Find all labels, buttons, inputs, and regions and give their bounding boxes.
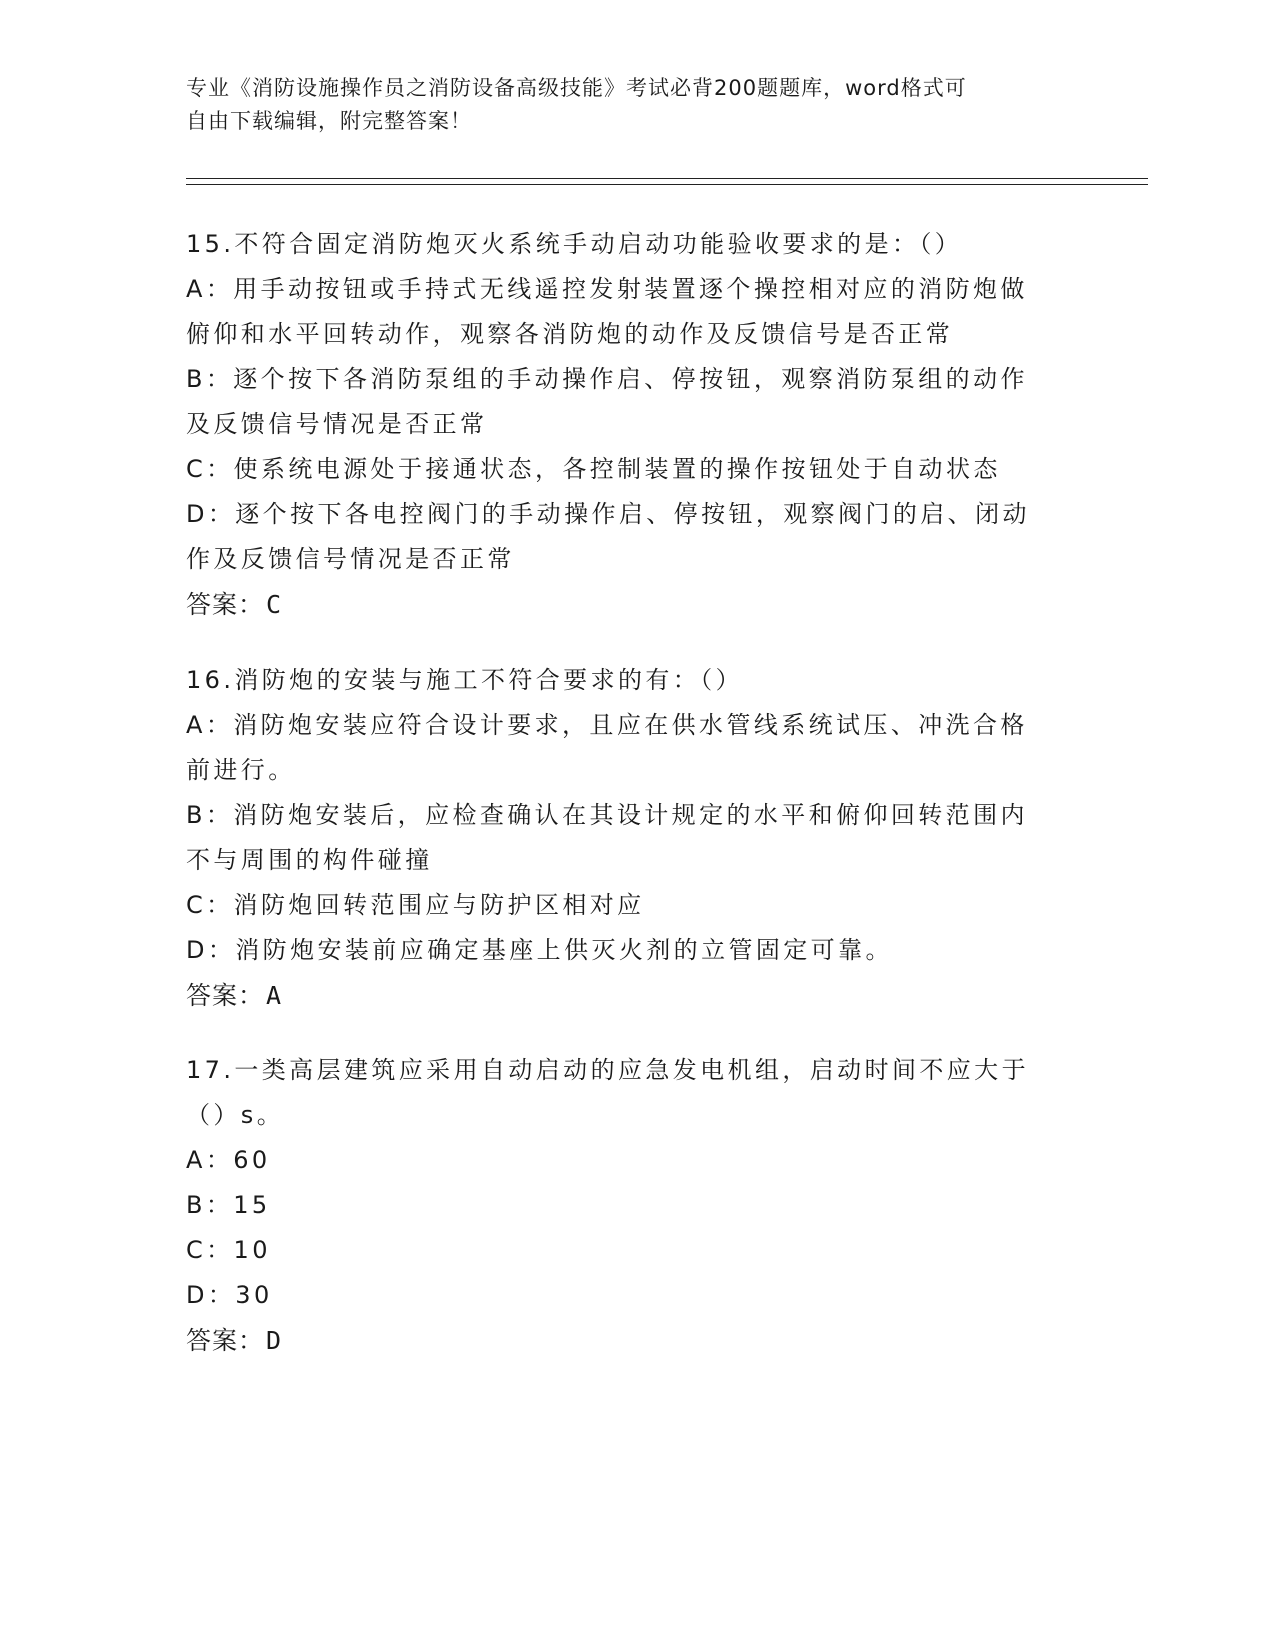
option-a-line-2: 前进行。 [186, 756, 296, 784]
answer-value: A [266, 981, 283, 1010]
answer-label: 答案： [186, 981, 265, 1010]
answer-label: 答案： [186, 1326, 265, 1355]
option-a-line-1: A：消防炮安装应符合设计要求，且应在供水管线系统试压、冲洗合格 [186, 711, 1028, 739]
option-b-line-2: 不与周围的构件碰撞 [186, 846, 433, 874]
question-stem: 16.消防炮的安装与施工不符合要求的有：（） [186, 666, 743, 694]
header-divider [186, 178, 1148, 185]
answer [186, 973, 1086, 1018]
option-a-line-1: A：用手动按钮或手持式无线遥控发射装置逐个操控相对应的消防炮做 [186, 275, 1028, 303]
answer-value: D [266, 1326, 283, 1355]
option-a-line-1: A：60 [186, 1146, 271, 1174]
question-stem-line-1: 17.一类高层建筑应采用自动启动的应急发电机组，启动时间不应大于 [186, 1056, 1029, 1084]
option-c-line-1: C：10 [186, 1236, 271, 1264]
question-15 [186, 222, 1086, 627]
option-b-line-2: 及反馈信号情况是否正常 [186, 410, 488, 438]
option-c-line-1: C：消防炮回转范围应与防护区相对应 [186, 891, 645, 919]
option-b-line-1: B：消防炮安装后，应检查确认在其设计规定的水平和俯仰回转范围内 [186, 801, 1028, 829]
question-17 [186, 1048, 1086, 1363]
header-line-1: 专业《消防设施操作员之消防设备高级技能》考试必背200题题库，word格式可 [186, 76, 967, 100]
answer [186, 1318, 1086, 1363]
header-line-2: 自由下载编辑，附完整答案！ [186, 109, 472, 133]
answer-label: 答案： [186, 590, 265, 619]
option-d-line-1: D：逐个按下各电控阀门的手动操作启、停按钮，观察阀门的启、闭动 [186, 500, 1030, 528]
option-a-line-2: 俯仰和水平回转动作，观察各消防炮的动作及反馈信号是否正常 [186, 320, 954, 348]
option-c-line-1: C：使系统电源处于接通状态，各控制装置的操作按钮处于自动状态 [186, 455, 1001, 483]
option-d-line-1: D：30 [186, 1281, 273, 1309]
option-b-line-1: B：逐个按下各消防泵组的手动操作启、停按钮，观察消防泵组的动作 [186, 365, 1028, 393]
document-header [186, 72, 1086, 138]
answer-value: C [266, 590, 283, 619]
option-b-line-1: B：15 [186, 1191, 271, 1219]
option-d-line-2: 作及反馈信号情况是否正常 [186, 545, 515, 573]
question-16 [186, 658, 1086, 1018]
answer [186, 582, 1086, 627]
question-stem-line-2: （）s。 [186, 1101, 285, 1129]
option-d-line-1: D：消防炮安装前应确定基座上供灭火剂的立管固定可靠。 [186, 936, 893, 964]
question-stem: 15.不符合固定消防炮灭火系统手动启动功能验收要求的是：（） [186, 230, 963, 258]
